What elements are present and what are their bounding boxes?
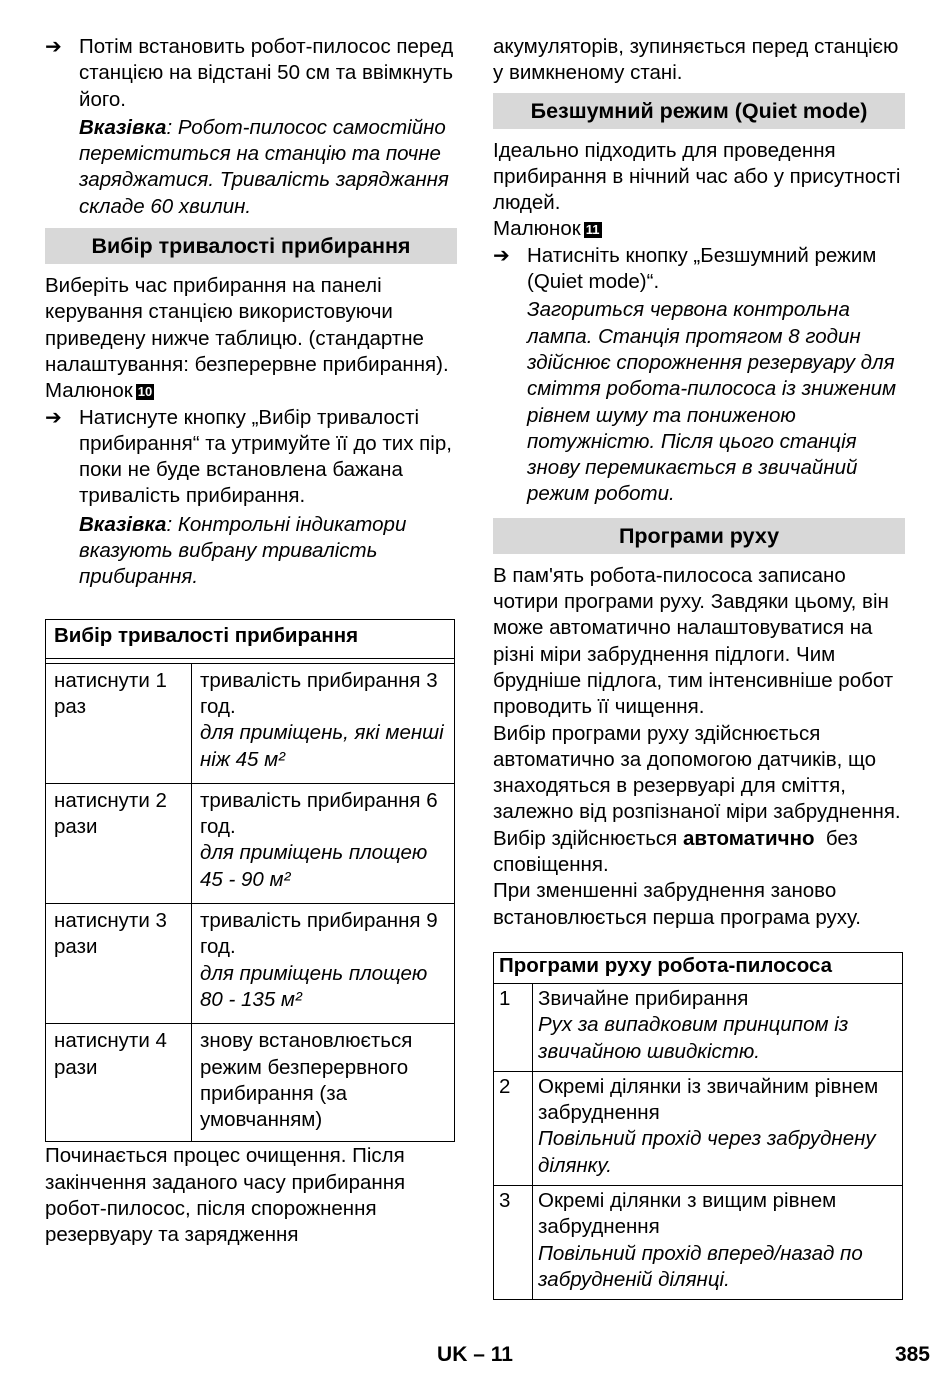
- duration-table: [45, 619, 455, 1143]
- quiet-mode-result: Загориться червона контрольна лампа. Станція протягом 8 годин здійснює спорожнення резервуару для сміття робота-пилососа із зниженим рівнем шуму та пониженою потужністю. Після цього станція знову перемикається в звичайний режим роботи.: [527, 298, 897, 506]
- program-number: 2: [494, 1072, 533, 1185]
- movement-programs-table-title: Програми руху робота-пилососа: [494, 953, 902, 984]
- programs-paragraph-1: В пам'ять робота-пилососа записано чотири програми руху. Завдяки цьому, він може автоматично налаштовуватися на різні міри забруднення підлоги. Чим брудніше підлога, тим інтенсивніше робот проводить її чищення.: [493, 563, 894, 719]
- program-number: 3: [494, 1186, 533, 1299]
- program-name: Окремі ділянки із звичайним рівнем забруднення: [538, 1074, 879, 1125]
- table-row: [46, 664, 454, 784]
- duration-text: тривалість прибирання 6 год.: [200, 788, 438, 839]
- footer-page-number: 385: [894, 1343, 930, 1366]
- figure-reference: [45, 378, 457, 404]
- duration-table-title: Вибір тривалості прибирання: [46, 620, 454, 659]
- table-row: [46, 904, 454, 1024]
- press-cell: натиснути 2 рази: [46, 784, 192, 903]
- table-row: [46, 784, 454, 904]
- duration-note-text: : Контрольні індикатори вказують вибрану тривалість прибирання.: [79, 512, 407, 589]
- figure-number-badge: 11: [585, 222, 600, 238]
- intro-step-text: Потім встановить робот-пилосос перед станцією на відстані 50 см та ввімкнуть його.: [79, 35, 454, 111]
- table-row: [46, 1024, 454, 1141]
- programs-paragraph-2-start: Вибір програми руху здійснюється автоматично за допомогою датчиків, що знаходяться в резервуарі для сміття, залежно від розпізнаної міри забруднення. Вибір здійснюється: [493, 721, 901, 850]
- duration-cell: [192, 664, 454, 783]
- figure-number-badge: 10: [137, 384, 153, 400]
- figure-label: Малюнок: [493, 217, 581, 241]
- duration-cell: [192, 1024, 454, 1141]
- duration-step: [45, 405, 457, 591]
- duration-note: для приміщень площею 80 - 135 м²: [200, 961, 428, 1011]
- duration-text: тривалість прибирання 3 год.: [200, 668, 438, 718]
- program-description: Повільний прохід через забруднену ділянку.: [538, 1127, 876, 1177]
- duration-note: [79, 512, 457, 591]
- section-heading-quiet-mode: Безшумний режим (Quiet mode): [493, 93, 905, 129]
- program-cell: [533, 1186, 902, 1299]
- duration-cell: [192, 904, 454, 1023]
- footer-section-label: UK – 11: [437, 1343, 513, 1366]
- duration-text: знову встановлюється режим безперервного прибирання (за умовчанням): [200, 1029, 413, 1132]
- intro-note: [79, 115, 457, 220]
- arrow-right-icon: ➔: [493, 244, 510, 267]
- press-cell: натиснути 1 раз: [46, 664, 192, 783]
- duration-paragraph: Виберіть час прибирання на панелі керування станцією використовуючи приведену нижче таблицю. (стандартне налаштування: безперервне прибирання).: [45, 274, 449, 376]
- intro-note-label: Вказівка: [79, 115, 167, 139]
- program-name: Окремі ділянки з вищим рівнем забруднення: [538, 1188, 837, 1239]
- programs-paragraph-2-end: без сповіщення.: [493, 826, 864, 877]
- program-description: Рух за випадковим принципом із звичайною швидкістю.: [538, 1013, 849, 1063]
- program-cell: [533, 984, 902, 1071]
- quiet-mode-paragraph: Ідеально підходить для проведення прибирання в нічний час або у присутності людей.: [493, 138, 901, 215]
- arrow-right-icon: ➔: [45, 406, 62, 429]
- continuation-paragraph: акумуляторів, зупиняється перед станцією у вимкненому стані.: [493, 35, 899, 85]
- programs-paragraph-2-bold: автоматично: [682, 826, 815, 850]
- table-row: [494, 1072, 902, 1186]
- program-cell: [533, 1072, 902, 1185]
- right-column: [493, 34, 905, 1300]
- intro-note-text: : Робот-пилосос самостійно переміститься на станцію та почне заряджатися. Тривалість заряджання складе 60 хвилин.: [79, 115, 449, 218]
- program-number: 1: [494, 984, 533, 1071]
- duration-note-label: Вказівка: [79, 512, 167, 536]
- section-heading-movement-programs: Програми руху: [493, 518, 905, 554]
- duration-note: для приміщень, які менші ніж 45 м²: [200, 721, 444, 771]
- press-cell: натиснути 4 рази: [46, 1024, 192, 1141]
- programs-paragraph-3: При зменшенні забруднення заново встановлюється перша програма руху.: [493, 879, 861, 929]
- table-row: [494, 984, 902, 1072]
- duration-note: для приміщень площею 45 - 90 м²: [200, 841, 428, 891]
- press-cell: натиснути 3 рази: [46, 904, 192, 1023]
- duration-step-text: Натиснуте кнопку „Вибір тривалості прибирання“ та утримуйте її до тих пір, поки не буде встановлена бажана тривалість прибирання.: [79, 405, 452, 508]
- left-column: [45, 34, 457, 1249]
- duration-cell: [192, 784, 454, 903]
- section-heading-duration: Вибір тривалості прибирання: [45, 228, 457, 264]
- figure-reference: [493, 216, 905, 242]
- intro-step: [45, 34, 457, 220]
- after-table-paragraph: Починається процес очищення. Після закінчення заданого часу прибирання робот-пилосос, після спорожнення резервуару та зарядження: [45, 1144, 406, 1247]
- duration-text: тривалість прибирання 9 год.: [200, 909, 438, 959]
- program-description: Повільний прохід вперед/назад по забрудненій ділянці.: [538, 1241, 863, 1291]
- programs-paragraph-2: [493, 721, 905, 879]
- quiet-mode-step-text: Натисніть кнопку „Безшумний режим (Quiet mode)“.: [527, 243, 877, 294]
- movement-programs-table: [493, 952, 903, 1300]
- quiet-mode-step: [493, 243, 905, 508]
- table-row: [494, 1186, 902, 1299]
- arrow-right-icon: ➔: [45, 36, 62, 58]
- figure-label: Малюнок: [45, 379, 133, 403]
- program-name: Звичайне прибирання: [538, 986, 749, 1010]
